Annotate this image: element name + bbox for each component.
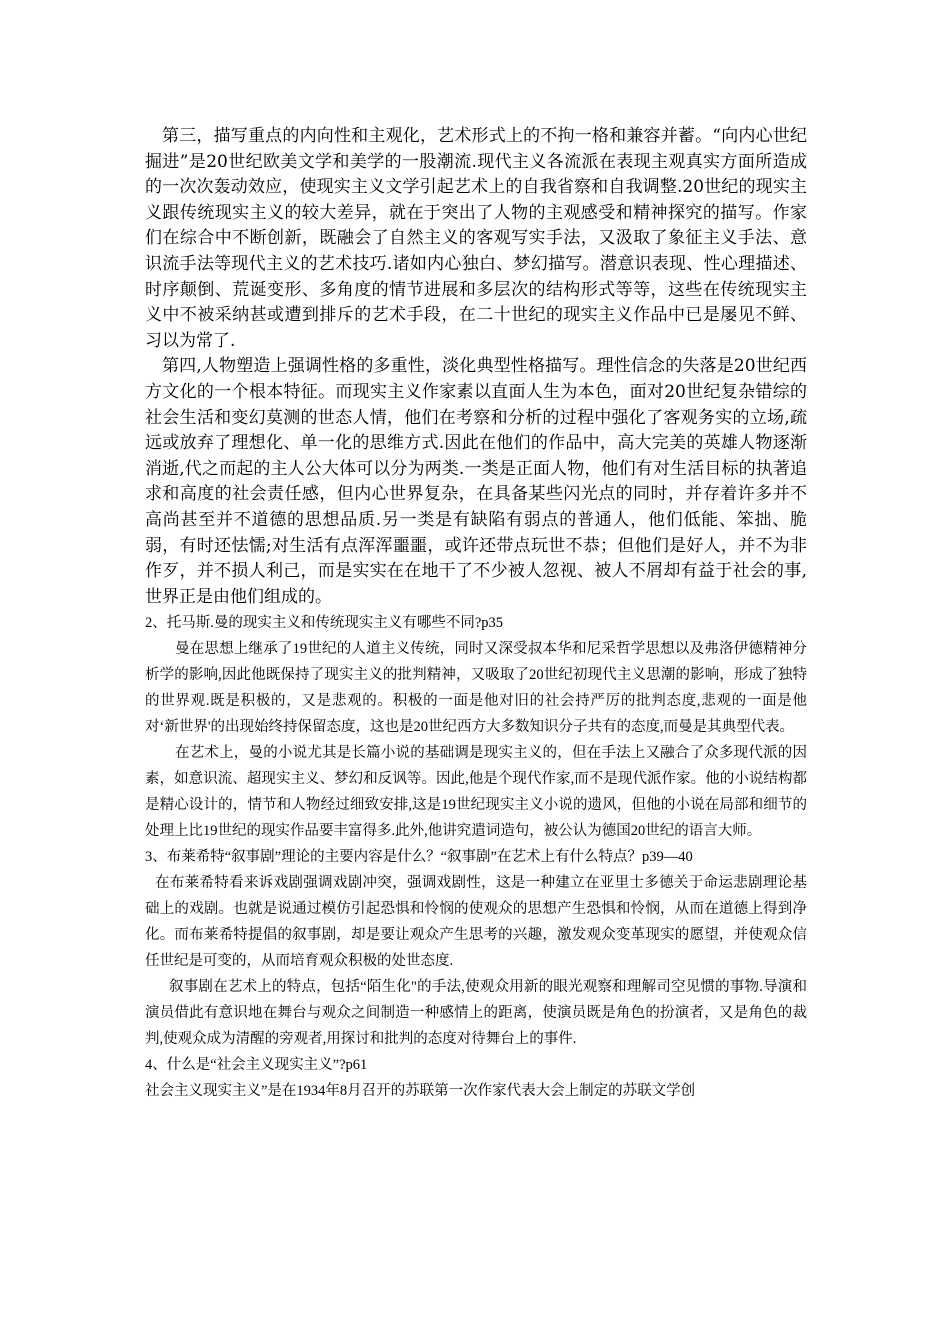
question-3-answer-1: 在布莱希特看来诉戏剧强调戏剧冲突，强调戏剧性，这是一种建立在亚里士多德关于命运悲剧理论基础上的戏剧。也就是说通过模仿引起恐惧和怜悯的使观众的思想产生恐惧和怜悯，从而在道德上得到净化。而布莱希特提倡的叙事剧，却是要让观众产生思考的兴趣，激发观众变革现实的愿望，并使观众信任世纪是可变的，从而培育观众积极的处世态度. xyxy=(145,875,807,970)
document-page xyxy=(145,124,807,1104)
paragraph-third-point: 第三，描写重点的内向性和主观化，艺术形式上的不拘一格和兼容并蓄。“向内心世纪掘进”是20世纪欧美文学和美学的一股潮流.现代主义各流派在表现主观真实方面所造成的一次次轰动效应，使现实主义文学引起艺术上的自我省察和自我调整.20世纪的现实主义跟传统现实主义的较大差异，就在于突出了人物的主观感受和精神探究的描写。作家们在综合中不断创新，既融会了自然主义的客观写实手法，又汲取了象征主义手法、意识流手法等现代主义的艺术技巧.诸如内心独白、梦幻描写。潜意识表现、性心理描述、时序颠倒、荒诞变形、多角度的情节进展和多层次的结构形式等等，这些在传统现实主义中不被采纳甚或遭到排斥的艺术手段，在二十世纪的现实主义作品中已是屡见不鲜、习以为常了. xyxy=(145,126,807,351)
question-2-title: 2、托马斯.曼的现实主义和传统现实主义有哪些不同?p35 xyxy=(145,615,504,632)
question-2-answer-1: 曼在思想上继承了19世纪的人道主义传统，同时又深受叔本华和尼采哲学思想以及弗洛伊德精神分析学的影响,因此他既保持了现实主义的批判精神，又吸取了20世纪初现代主义思潮的影响，形成了独特的世界观.既是积极的，又是悲观的。积极的一面是他对旧的社会持严厉的批判态度,悲观的一面是他对‘新世界'的出现始终持保留态度，这也是20世纪西方大多数知识分子共有的态度,而曼是其典型代表。 xyxy=(145,641,807,736)
question-3-title: 3、布莱希特“叙事剧”理论的主要内容是什么？“叙事剧”在艺术上有什么特点？p39—40 xyxy=(145,849,693,866)
question-2-answer-2: 在艺术上，曼的小说尤其是长篇小说的基础调是现实主义的，但在手法上又融合了众多现代派的因素，如意识流、超现实主义、梦幻和反讽等。因此,他是个现代作家,而不是现代派作家。他的小说结构都是精心设计的，情节和人物经过细致安排,这是19世纪现实主义小说的遗风，但他的小说在局部和细节的处理上比19世纪的现实作品要丰富得多.此外,他讲究遣词造句，被公认为德国20世纪的语言大师。 xyxy=(145,745,807,840)
question-4-title: 4、什么是“社会主义现实主义”?p61 xyxy=(145,1057,368,1074)
question-4-answer-1: 社会主义现实主义”是在1934年8月召开的苏联第一次作家代表大会上制定的苏联文学创 xyxy=(145,1083,696,1100)
question-3-answer-2: 叙事剧在艺术上的特点，包括“陌生化"的手法,使观众用新的眼光观察和理解司空见惯的事物.导演和演员借此有意识地在舞台与观众之间制造一种感情上的距离，使演员既是角色的扮演者，又是角色的裁判,使观众成为清醒的旁观者,用探讨和批判的态度对待舞台上的事件. xyxy=(145,979,807,1048)
paragraph-fourth-point: 第四,人物塑造上强调性格的多重性，淡化典型性格描写。理性信念的失落是20世纪西方文化的一个根本特征。而现实主义作家素以直面人生为本色，面对20世纪复杂错综的社会生活和变幻莫测的世态人情，他们在考察和分析的过程中强化了客观务实的立场,疏远或放弃了理想化、单一化的思维方式.因此在他们的作品中，高大完美的英雄人物逐渐消逝,代之而起的主人公大体可以分为两类.一类是正面人物，他们有对生活目标的执著追求和高度的社会责任感，但内心世界复杂，在具备某些闪光点的同时，并存着许多并不高尚甚至并不道德的思想品质.另一类是有缺陷有弱点的普通人，他们低能、笨拙、脆弱，有时还怯懦;对生活有点浑浑噩噩，或许还带点玩世不恭；但他们是好人，并不为非作歹，并不损人利己，而是实实在在地干了不少被人忽视、被人不屑却有益于社会的事,世界正是由他们组成的。 xyxy=(145,356,807,607)
